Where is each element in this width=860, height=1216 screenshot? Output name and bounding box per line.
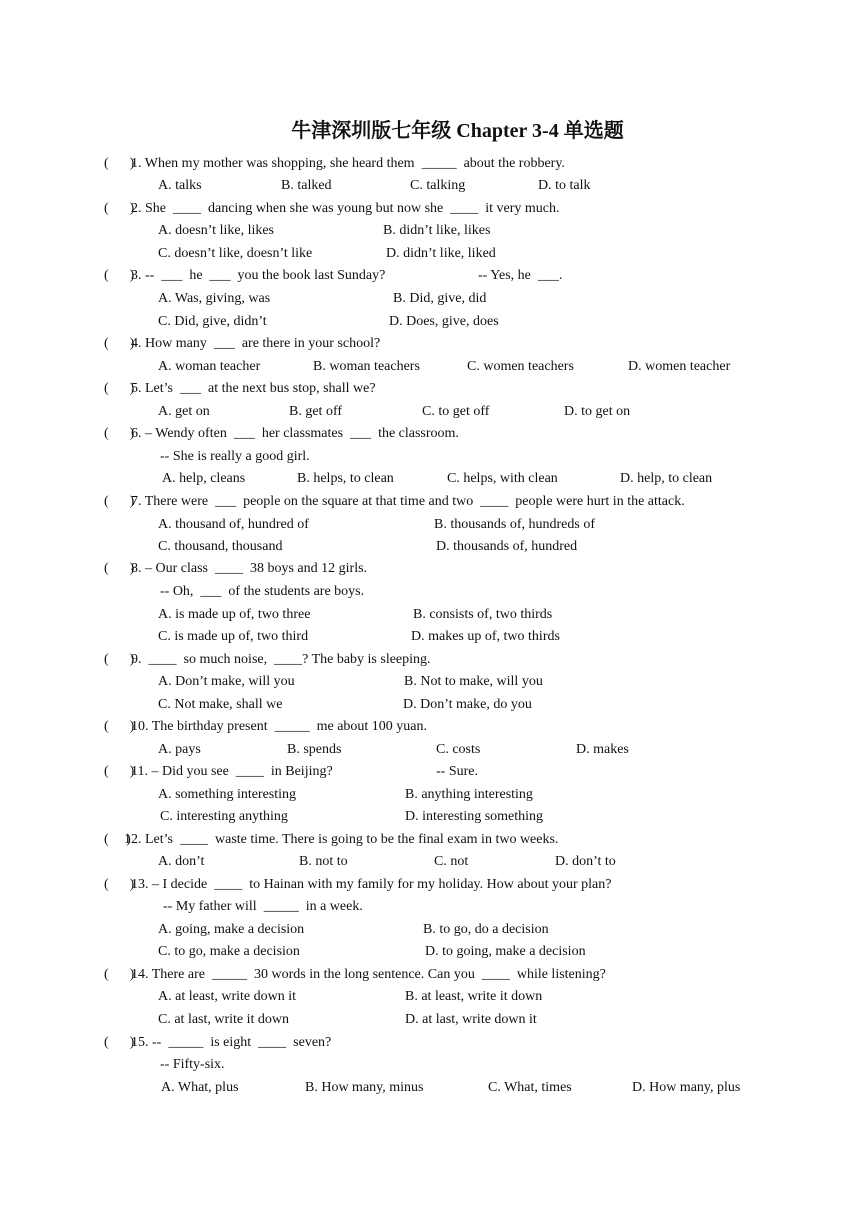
question-text: 8. – Our class ____ 38 boys and 12 girls. bbox=[131, 561, 368, 576]
question-reply: -- Yes, he ___. bbox=[478, 268, 563, 283]
answer-option: B. woman teachers bbox=[313, 359, 420, 374]
answer-option: A. Was, giving, was bbox=[158, 291, 271, 306]
answer-bracket: ( ) bbox=[104, 1035, 135, 1050]
answer-bracket: ( ) bbox=[104, 381, 135, 396]
question-text: 5. Let’s ___ at the next bus stop, shall we? bbox=[131, 381, 376, 396]
answer-bracket: ( ) bbox=[104, 426, 135, 441]
answer-option: C. to go, make a decision bbox=[158, 944, 300, 959]
answer-bracket: ( ) bbox=[104, 877, 135, 892]
answer-option: D. don’t to bbox=[555, 854, 616, 869]
page-title: 牛津深圳版七年级 Chapter 3-4 单选题 bbox=[291, 120, 624, 142]
answer-option: C. at last, write it down bbox=[158, 1012, 290, 1027]
answer-option: B. thousands of, hundreds of bbox=[434, 517, 595, 532]
answer-option: C. Not make, shall we bbox=[158, 697, 283, 712]
answer-option: A. pays bbox=[158, 742, 201, 757]
answer-option: B. didn’t like, likes bbox=[383, 223, 491, 238]
answer-option: D. interesting something bbox=[405, 809, 544, 824]
answer-option: D. to going, make a decision bbox=[425, 944, 586, 959]
answer-option: B. How many, minus bbox=[305, 1080, 424, 1095]
answer-bracket: ( ) bbox=[104, 336, 135, 351]
answer-option: D. didn’t like, liked bbox=[386, 246, 496, 261]
answer-option: A. What, plus bbox=[161, 1080, 239, 1095]
answer-option: A. don’t bbox=[158, 854, 205, 869]
answer-option: B. Did, give, did bbox=[393, 291, 487, 306]
question-subline: -- My father will _____ in a week. bbox=[163, 899, 363, 914]
answer-option: C. to get off bbox=[422, 404, 490, 419]
question-text: 1. When my mother was shopping, she heard them _____ about the robbery. bbox=[131, 156, 565, 171]
answer-option: D. at last, write down it bbox=[405, 1012, 537, 1027]
answer-option: D. thousands of, hundred bbox=[436, 539, 578, 554]
answer-option: B. helps, to clean bbox=[297, 471, 394, 486]
answer-bracket: ( ) bbox=[104, 764, 135, 779]
answer-option: A. something interesting bbox=[158, 787, 297, 802]
answer-option: A. is made up of, two three bbox=[158, 607, 311, 622]
answer-option: A. thousand of, hundred of bbox=[158, 517, 309, 532]
question-text: 13. – I decide ____ to Hainan with my family for my holiday. How about your plan? bbox=[131, 877, 612, 892]
question-text: 9. ____ so much noise, ____? The baby is sleeping. bbox=[131, 652, 431, 667]
answer-option: A. get on bbox=[158, 404, 210, 419]
question-subline: -- Fifty-six. bbox=[160, 1057, 225, 1072]
answer-option: B. consists of, two thirds bbox=[413, 607, 553, 622]
answer-option: C. is made up of, two third bbox=[158, 629, 309, 644]
answer-bracket: ( ) bbox=[104, 719, 135, 734]
question-text: 11. – Did you see ____ in Beijing? bbox=[131, 764, 333, 779]
question-text: 14. There are _____ 30 words in the long sentence. Can you ____ while listening? bbox=[131, 967, 606, 982]
answer-option: B. to go, do a decision bbox=[423, 922, 549, 937]
answer-option: C. talking bbox=[410, 178, 466, 193]
answer-option: A. going, make a decision bbox=[158, 922, 305, 937]
question-text: 3. -- ___ he ___ you the book last Sunday? bbox=[131, 268, 386, 283]
answer-option: C. helps, with clean bbox=[447, 471, 558, 486]
answer-option: C. thousand, thousand bbox=[158, 539, 283, 554]
answer-option: B. Not to make, will you bbox=[404, 674, 543, 689]
question-subline: -- She is really a good girl. bbox=[160, 449, 310, 464]
answer-option: D. to get on bbox=[564, 404, 631, 419]
answer-bracket: ( ) bbox=[104, 967, 135, 982]
answer-bracket: ( ) bbox=[104, 201, 135, 216]
answer-option: A. woman teacher bbox=[158, 359, 261, 374]
answer-option: D. makes bbox=[576, 742, 629, 757]
answer-option: D. How many, plus bbox=[632, 1080, 741, 1095]
question-text: 2. She ____ dancing when she was young but now she ____ it very much. bbox=[131, 201, 560, 216]
answer-option: C. costs bbox=[436, 742, 481, 757]
answer-option: A. talks bbox=[158, 178, 202, 193]
answer-option: C. not bbox=[434, 854, 469, 869]
answer-option: A. at least, write down it bbox=[158, 989, 297, 1004]
answer-bracket: ( ) bbox=[104, 561, 135, 576]
answer-option: C. What, times bbox=[488, 1080, 572, 1095]
answer-option: B. get off bbox=[289, 404, 343, 419]
answer-option: C. women teachers bbox=[467, 359, 574, 374]
answer-option: B. spends bbox=[287, 742, 342, 757]
answer-bracket: ( ) bbox=[104, 156, 135, 171]
answer-option: C. Did, give, didn’t bbox=[158, 314, 267, 329]
answer-option: B. not to bbox=[299, 854, 348, 869]
answer-option: B. talked bbox=[281, 178, 332, 193]
answer-option: D. to talk bbox=[538, 178, 591, 193]
answer-bracket: ( ) bbox=[104, 652, 135, 667]
answer-option: C. doesn’t like, doesn’t like bbox=[158, 246, 313, 261]
question-text: 12. Let’s ____ waste time. There is going to be the final exam in two weeks. bbox=[124, 832, 559, 847]
answer-option: D. makes up of, two thirds bbox=[411, 629, 560, 644]
question-subline: -- Oh, ___ of the students are boys. bbox=[160, 584, 365, 599]
answer-option: D. help, to clean bbox=[620, 471, 713, 486]
question-text: 7. There were ___ people on the square at that time and two ____ people were hurt in the attack. bbox=[131, 494, 685, 509]
answer-option: A. help, cleans bbox=[162, 471, 246, 486]
answer-bracket: ( ) bbox=[104, 494, 135, 509]
answer-option: A. doesn’t like, likes bbox=[158, 223, 275, 238]
answer-bracket: ( ) bbox=[104, 268, 135, 283]
question-text: 6. – Wendy often ___ her classmates ___ the classroom. bbox=[131, 426, 459, 441]
answer-option: B. anything interesting bbox=[405, 787, 533, 802]
answer-option: D. Don’t make, do you bbox=[403, 697, 532, 712]
question-text: 10. The birthday present _____ me about 100 yuan. bbox=[131, 719, 428, 734]
answer-option: B. at least, write it down bbox=[405, 989, 543, 1004]
answer-option: D. Does, give, does bbox=[389, 314, 499, 329]
question-text: 4. How many ___ are there in your school? bbox=[131, 336, 381, 351]
answer-option: A. Don’t make, will you bbox=[158, 674, 295, 689]
question-reply: -- Sure. bbox=[436, 764, 478, 779]
answer-option: C. interesting anything bbox=[160, 809, 288, 824]
question-text: 15. -- _____ is eight ____ seven? bbox=[131, 1035, 332, 1050]
answer-bracket: ( ) bbox=[104, 832, 131, 847]
answer-option: D. women teacher bbox=[628, 359, 731, 374]
